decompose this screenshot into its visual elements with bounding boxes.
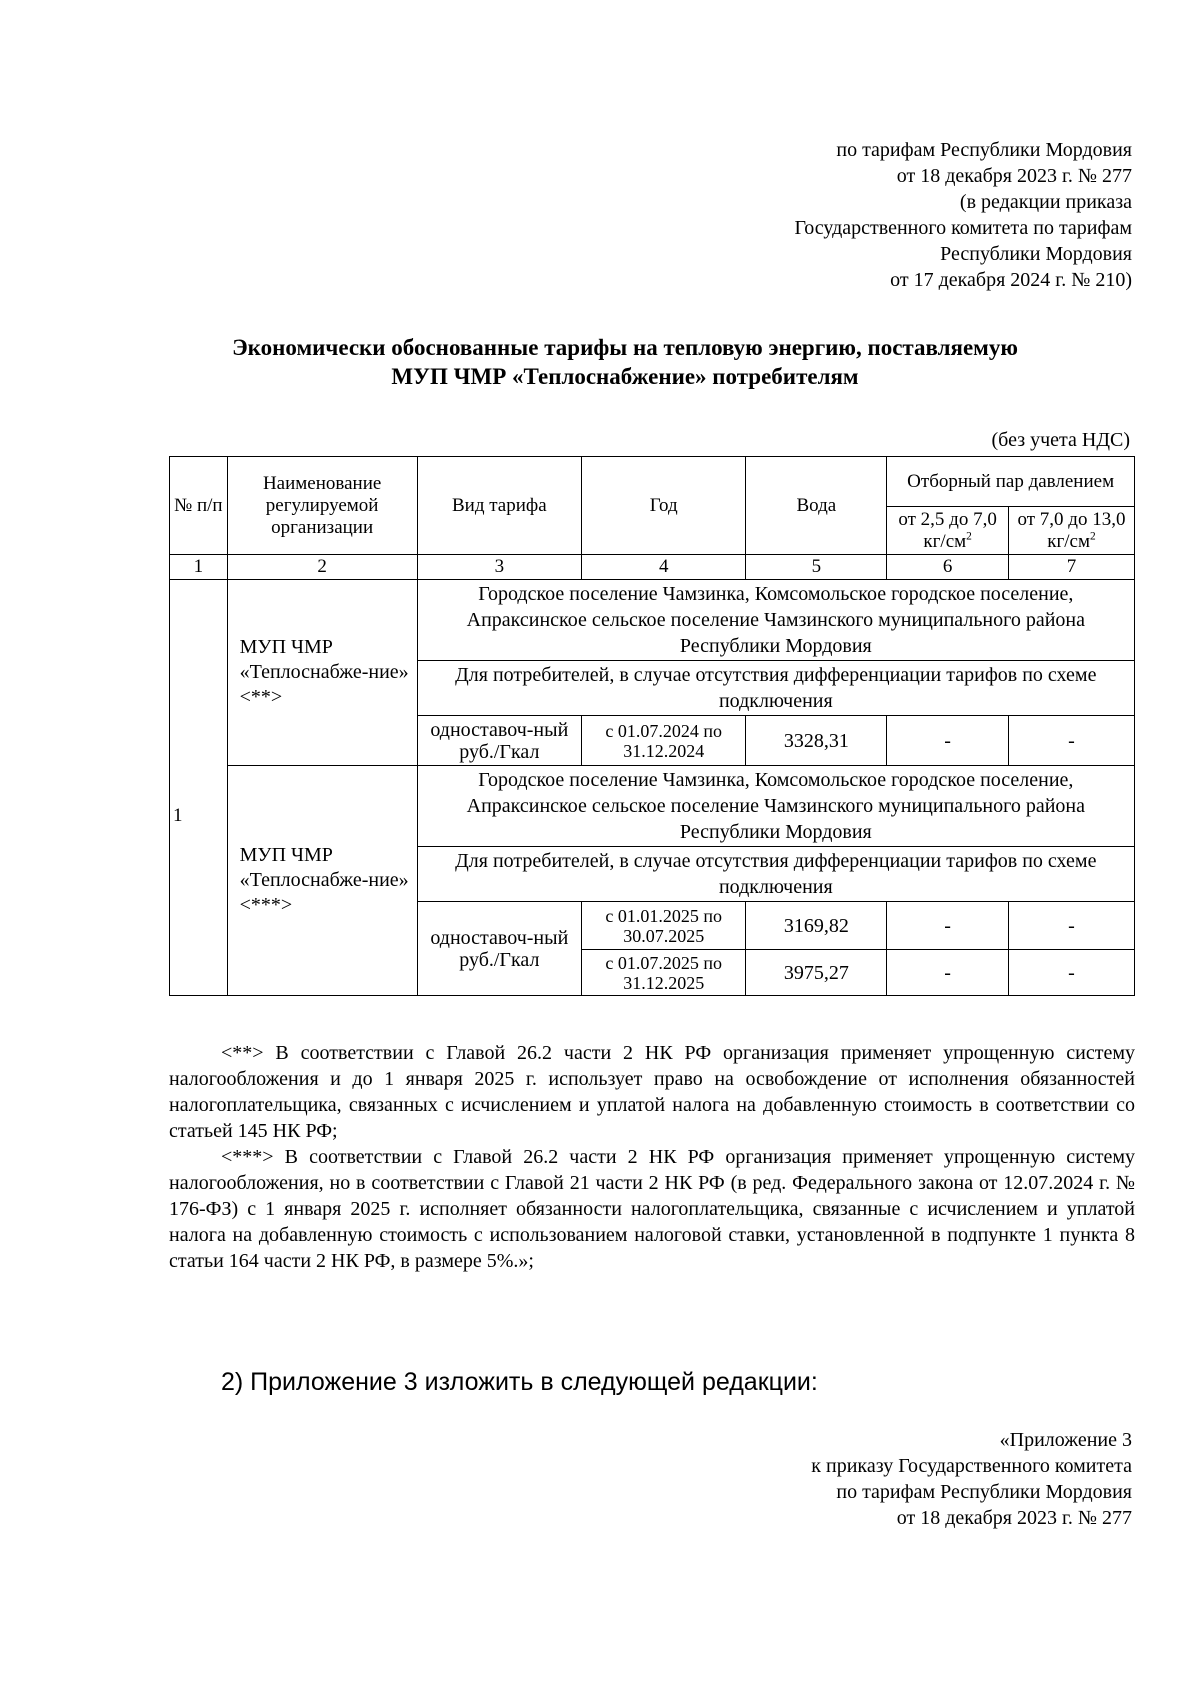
appendix-reference [811,1427,1132,1531]
vat-note: (без учета НДС) [991,429,1130,451]
org-name-cell: МУП ЧМР «Теплоснабже-ние» <***> [227,766,417,996]
org-name-cell: МУП ЧМР «Теплоснабже-ние» <**> [227,580,417,766]
header-org: Наименование регулируемой организации [227,457,417,555]
header-water: Вода [746,457,887,555]
column-number: 4 [582,555,746,580]
water-value: 3975,27 [746,950,887,996]
column-number: 6 [887,555,1009,580]
header-line: Государственного комитета по тарифам [794,217,1132,239]
column-number-row [170,555,1135,580]
column-number: 5 [746,555,887,580]
table-row [170,580,1135,661]
row-number: 1 [170,580,228,996]
header-steam: Отборный пар давлением [887,457,1135,507]
header-steam-high: от 7,0 до 13,0 $кг/см^2$ [1008,507,1134,555]
appendix-line: от 18 декабря 2023 г. № 277 [896,1507,1132,1529]
period-cell: с 01.07.2025 по 31.12.2025 [582,950,746,996]
column-number: 2 [227,555,417,580]
header-row [170,457,1135,507]
appendix-line: по тарифам Республики Мордовия [836,1481,1132,1503]
header-line: Республики Мордовия [940,243,1132,265]
tariff-type-cell: одноставоч-ный руб./Гкал [417,716,581,766]
column-number: 3 [417,555,581,580]
tariff-type-cell: одноставоч-ный руб./Гкал [417,902,581,996]
header-line: от 17 декабря 2024 г. № 210) [890,269,1132,291]
header-steam-low: от 2,5 до 7,0 $кг/см^2$ [887,507,1009,555]
table-row [170,766,1135,847]
header-line: от 18 декабря 2023 г. № 277 [896,165,1132,187]
steam-high-value: - [1008,950,1134,996]
header-year: Год [582,457,746,555]
header-num: № п/п [170,457,228,555]
column-number: 7 [1008,555,1134,580]
consumers-cell: Для потребителей, в случае отсутствия дифференциации тарифов по схеме подключения [417,661,1134,716]
document-title [150,333,1100,391]
steam-low-value: - [887,716,1009,766]
column-number: 1 [170,555,228,580]
header-line: (в редакции приказа [959,191,1132,213]
header-reference [794,137,1132,293]
title-line-1: Экономически обоснованные тарифы на тепловую энергию, поставляемую [232,335,1018,360]
footnotes [169,1040,1135,1274]
steam-low-value: - [887,950,1009,996]
steam-high-value: - [1008,716,1134,766]
appendix-line: к приказу Государственного комитета [811,1455,1132,1477]
steam-low-value: - [887,902,1009,950]
steam-high-value: - [1008,902,1134,950]
footnote-1: <**> В соответствии с Главой 26.2 части 2 НК РФ организация применяет упрощенную систему налогообложения и до 1 января 2025 г. использует право на освобождение от исполнения обязанностей налогоплательщика, связанных с исчислением и уплатой налога на добавленную стоимость в соответствии со статьей 145 НК РФ; [169,1042,1135,1142]
period-cell: с 01.01.2025 по 30.07.2025 [582,902,746,950]
period-cell: с 01.07.2024 по 31.12.2024 [582,716,746,766]
title-line-2: МУП ЧМР «Теплоснабжение» потребителям [391,364,859,389]
consumers-cell: Для потребителей, в случае отсутствия дифференциации тарифов по схеме подключения [417,847,1134,902]
footnote-2: <***> В соответствии с Главой 26.2 части 2 НК РФ организация применяет упрощенную систему налогообложения, но в соответствии с Главой 21 части 2 НК РФ (в ред. Федерального закона от 12.07.2024 г. № 176-ФЗ) с 1 января 2025 г. исполняет обязанности налогоплательщика, связанные с исчислением и уплатой налога на добавленную стоимость с использованием налоговой ставки, установленной в подпункте 1 пункта 8 статьи 164 части 2 НК РФ, в размере 5%.»; [169,1146,1135,1272]
area-cell: Городское поселение Чамзинка, Комсомольское городское поселение, Апраксинское сельское поселение Чамзинского муниципального района Республики Мордовия [417,580,1134,661]
appendix-line: «Приложение 3 [999,1429,1132,1451]
header-tariff-type: Вид тарифа [417,457,581,555]
item-2-heading: 2) Приложение 3 изложить в следующей редакции: [221,1368,818,1396]
water-value: 3169,82 [746,902,887,950]
area-cell: Городское поселение Чамзинка, Комсомольское городское поселение, Апраксинское сельское поселение Чамзинского муниципального района Республики Мордовия [417,766,1134,847]
water-value: 3328,31 [746,716,887,766]
header-line: по тарифам Республики Мордовия [836,139,1132,161]
tariff-table [169,456,1135,996]
